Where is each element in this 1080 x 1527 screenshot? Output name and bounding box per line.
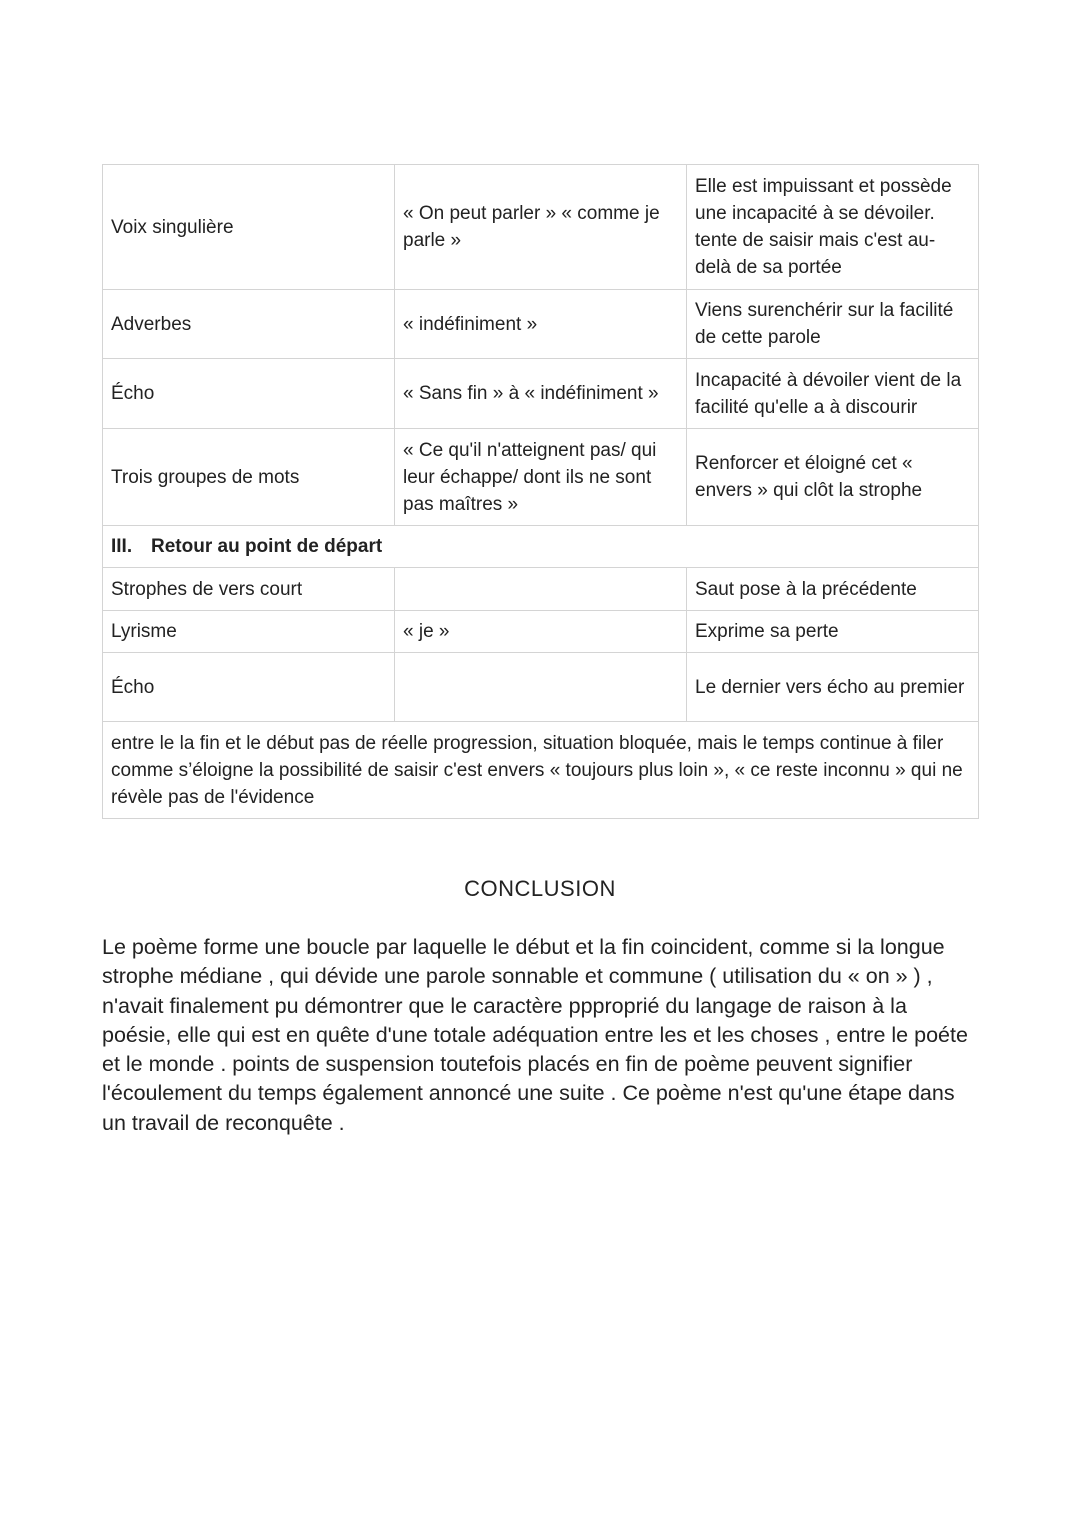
table-row — [103, 165, 979, 290]
table-row — [103, 653, 979, 722]
table-cell: « Sans fin » à « indéfiniment » — [395, 359, 687, 429]
section-numeral: III. — [111, 536, 133, 557]
summary-row — [103, 722, 979, 819]
table-cell — [395, 568, 687, 611]
table-cell: Le dernier vers écho au premier — [687, 653, 979, 722]
table-row — [103, 429, 979, 526]
table-cell: Saut pose à la précédente — [687, 568, 979, 611]
table-cell: « On peut parler » « comme je parle » — [395, 165, 687, 290]
table-cell: Renforcer et éloigné cet « envers » qui clôt la strophe — [687, 429, 979, 526]
table-cell: « Ce qu'il n'atteignent pas/ qui leur échappe/ dont ils ne sont pas maîtres » — [395, 429, 687, 526]
table-cell: « je » — [395, 611, 687, 653]
section-title: Retour au point de départ — [151, 536, 383, 557]
table-row — [103, 359, 979, 429]
table-cell: Elle est impuissant et possède une incapacité à se dévoiler. tente de saisir mais c'est au-delà de sa portée — [687, 165, 979, 290]
table-cell: Strophes de vers court — [103, 568, 395, 611]
section-heading — [103, 526, 979, 568]
table-cell: Viens surenchérir sur la facilité de cette parole — [687, 290, 979, 359]
summary-cell: entre le la fin et le début pas de réelle progression, situation bloquée, mais le temps continue à filer comme s’éloigne la possibilité de saisir c'est envers « toujours plus loin », « ce reste inconnu » qui ne révèle pas de l'évidence — [103, 722, 979, 819]
table-cell: Écho — [103, 653, 395, 722]
table-cell: Adverbes — [103, 290, 395, 359]
conclusion-heading: CONCLUSION — [464, 876, 616, 901]
table-cell: Écho — [103, 359, 395, 429]
conclusion-paragraph: Le poème forme une boucle par laquelle le début et la fin coincident, comme si la longue strophe médiane , qui dévide une parole sonnable et commune ( utilisation du « on » ) , n'avait finalement pu démontrer que le caractère ppproprié du langage de raison à la poésie, elle qui est en quête d'une totale adéquation entre les et les choses , entre le poéte et le monde . points de suspension toutefois placés en fin de poème peuvent signifier l'écoulement du temps également annoncé une suite . Ce poème n'est qu'une étape dans un travail de reconquête . — [102, 935, 968, 1135]
section-heading-row — [103, 526, 979, 568]
table-row — [103, 290, 979, 359]
table-cell: Lyrisme — [103, 611, 395, 653]
table-cell: Voix singulière — [103, 165, 395, 290]
table-cell: « indéfiniment » — [395, 290, 687, 359]
table-row — [103, 611, 979, 653]
analysis-table — [102, 164, 979, 819]
table-cell: Trois groupes de mots — [103, 429, 395, 526]
table-cell: Exprime sa perte — [687, 611, 979, 653]
table-cell — [395, 653, 687, 722]
table-row — [103, 568, 979, 611]
table-cell: Incapacité à dévoiler vient de la facilité qu'elle a à discourir — [687, 359, 979, 429]
